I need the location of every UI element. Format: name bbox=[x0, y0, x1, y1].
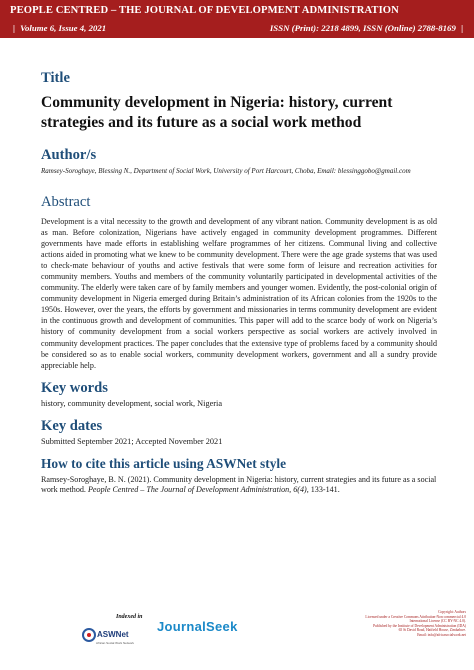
issn-text: ISSN (Print): 2218 4899, ISSN (Online) 2788-8169 bbox=[269, 23, 456, 33]
author-line: Ramsey-Soroghaye, Blessing N., Department of Social Work, University of Port Harcourt, Choba, Email: blessinggobo@gmail.com bbox=[41, 167, 411, 175]
title-label: Title bbox=[41, 70, 70, 86]
aswnet-logo[interactable] bbox=[82, 622, 134, 652]
keywords-heading: Key words bbox=[41, 379, 108, 396]
volume-info bbox=[10, 23, 106, 33]
aswnet-logo-subtitle: African Social Work Network bbox=[96, 641, 134, 645]
key-dates-text: Submitted September 2021; Accepted November 2021 bbox=[41, 436, 223, 446]
license-line[interactable]: Email: info@africasocialwork.net bbox=[417, 632, 466, 637]
article-content bbox=[41, 70, 437, 496]
key-dates-heading: Key dates bbox=[41, 417, 103, 434]
abstract-text: Development is a vital necessity to the growth and development of any vibrant nation. Community development is as old as man. Before colonization, Nigerians have actively engaged in community development programmes. Different governments have made efforts in establishing welfare programmes of her citizens. Communal living and collective actions aided in promoting what we knew to be community development. There were the age grade systems that was used to check-mate behaviour of youths and active festivals that were some form of leisure and recreation activities for community members. Youths and members of the community voluntarily participated in developmental activities of the community. The elderly were taken care of by family members and younger women. Evidently, the post-colonial origin of community development in Nigeria emerged during Britain’s administration of its African colonies from the 1920s to the 1950s. However, over the years, the efforts by government and missionaries in terms community development are evident in the continuous growth and development of communities. This paper will add to the scarce body of work on Nigeria’s history of community development from a social workers perspective as social workers are actively involved in community development practices. The paper concludes that the extensive type of problems faced by a community should be considered so as to enable social workers, community development workers, government and all a sundry provide appreciable help. bbox=[41, 217, 437, 370]
license-line: Licensed under a Creative Commons Attribution-Non commercial 4.0 bbox=[365, 614, 466, 619]
citation-pages: 133-141. bbox=[308, 485, 340, 495]
license-line: 65 St David Road, Hatfield House, Zimbabwe. bbox=[398, 628, 466, 632]
volume-text: Volume 6, Issue 4, 2021 bbox=[20, 23, 107, 33]
journalseek-logo[interactable]: JournalSeek bbox=[157, 619, 238, 634]
article-title: Community development in Nigeria: history, current strategies and its future as a social work method bbox=[41, 94, 393, 131]
citation-plain: Ramsey-Soroghaye, B. N. (2021). Community development in Nigeria: history, current strategies and its future as a social work method. bbox=[41, 474, 437, 495]
separator-bar: | bbox=[461, 23, 463, 33]
aswnet-globe-icon bbox=[82, 628, 96, 642]
keywords-text: history, community development, social work, Nigeria bbox=[41, 398, 223, 408]
journal-header bbox=[0, 0, 474, 38]
page-footer bbox=[0, 608, 474, 670]
author-label: Author/s bbox=[41, 147, 97, 163]
citation-text bbox=[41, 475, 437, 496]
license-line: Published by the Institute of Development Administration (IDA) bbox=[373, 623, 466, 628]
citation-journal: People Centred – The Journal of Development Administration, 6(4), bbox=[87, 485, 309, 495]
license-notice bbox=[296, 610, 466, 637]
abstract-heading: Abstract bbox=[41, 194, 91, 210]
journal-name: PEOPLE CENTRED – THE JOURNAL OF DEVELOPMENT ADMINISTRATION bbox=[10, 5, 399, 16]
separator-bar: | bbox=[13, 23, 15, 33]
indexed-in-label: Indexed in bbox=[116, 614, 143, 620]
license-line: International License (CC BY-NC 4.0). bbox=[409, 619, 466, 623]
aswnet-logo-text: ASWNet bbox=[97, 630, 129, 639]
citation-heading: How to cite this article using ASWNet style bbox=[41, 455, 287, 471]
issn-info bbox=[270, 23, 466, 33]
license-line: Copyright: Authors bbox=[438, 610, 466, 614]
